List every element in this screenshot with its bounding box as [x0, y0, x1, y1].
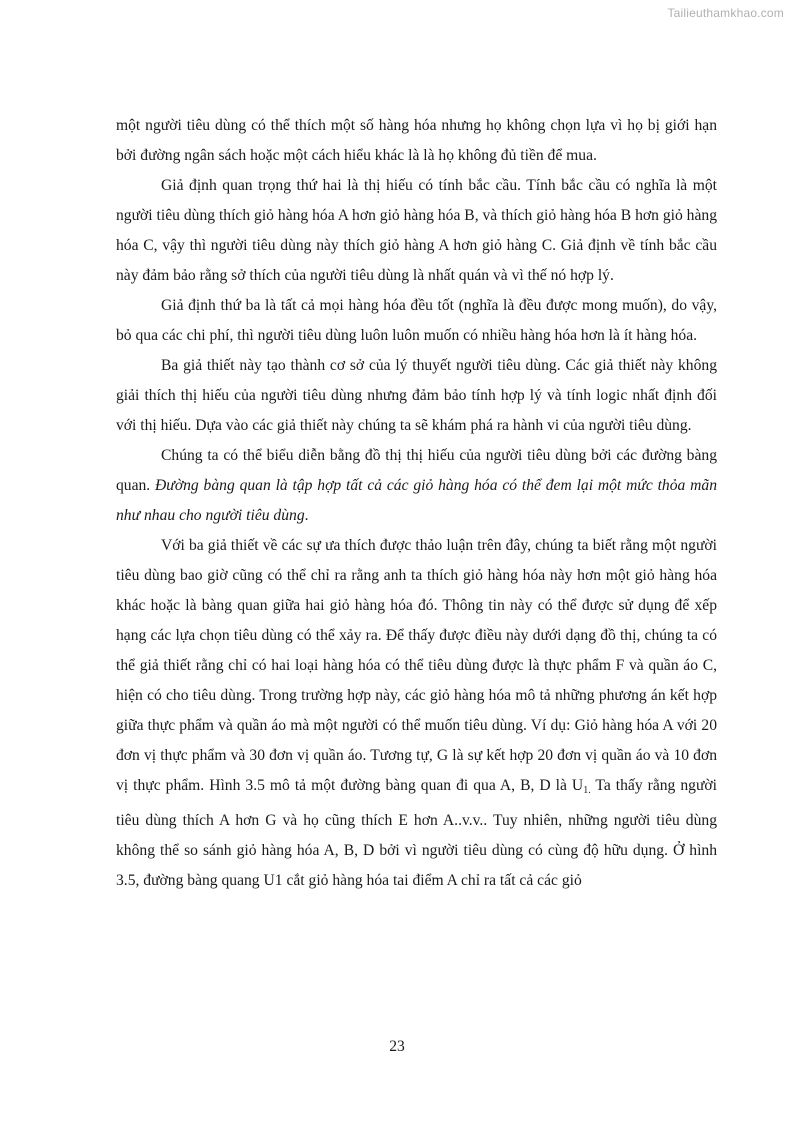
- paragraph-5-text: Chúng ta có thể biểu diễn bằng đồ thị thị hiếu của người tiêu dùng bởi các đường bàng quan.: [116, 447, 717, 494]
- watermark: Tailieuthamkhao.com: [667, 6, 784, 20]
- paragraph-5: [116, 441, 717, 531]
- u1-subscript: 1.: [583, 785, 591, 796]
- paragraph-3: Giả định thứ ba là tất cả mọi hàng hóa đều tốt (nghĩa là đều được mong muốn), do vậy, bỏ qua các chi phí, thì người tiêu dùng luôn luôn muốn có nhiều hàng hóa hơn là ít hàng hóa.: [116, 297, 717, 344]
- paragraph-1: một người tiêu dùng có thể thích một số hàng hóa nhưng họ không chọn lựa vì họ bị giới hạn bởi đường ngân sách hoặc một cách hiểu khác là là họ không đủ tiền để mua.: [116, 117, 717, 164]
- page-number: 23: [389, 1038, 405, 1055]
- paragraph-6: [116, 531, 717, 896]
- paragraph-4: Ba giả thiết này tạo thành cơ sở của lý thuyết người tiêu dùng. Các giả thiết này không giải thích thị hiếu của người tiêu dùng nhưng đảm bảo tính hợp lý và tính logic nhất định đối với thị hiếu. Dựa vào các giả thiết này chúng ta sẽ khám phá ra hành vi của người tiêu dùng.: [116, 357, 717, 434]
- document-body: [116, 111, 717, 896]
- paragraph-2: Giả định quan trọng thứ hai là thị hiếu có tính bắc cầu. Tính bắc cầu có nghĩa là một người tiêu dùng thích giỏ hàng hóa A hơn giỏ hàng hóa B, và thích giỏ hàng hóa B hơn giỏ hàng hóa C, vậy thì người tiêu dùng này thích giỏ hàng A hơn giỏ hàng C. Giả định về tính bắc cầu này đảm bảo rằng sở thích của người tiêu dùng là nhất quán và vì thế nó hợp lý.: [116, 177, 717, 284]
- paragraph-5-end: .: [304, 507, 309, 524]
- indifference-curve-definition: Đường bàng quan là tập hợp tất cả các giỏ hàng hóa có thể đem lại một mức thỏa mãn như nhau cho người tiêu dùng: [116, 477, 717, 524]
- paragraph-6-text: Với ba giả thiết về các sự ưa thích được thảo luận trên đây, chúng ta biết rằng một người tiêu dùng bao giờ cũng có thể chỉ ra rằng anh ta thích giỏ hàng hóa này hơn một giỏ hàng hóa khác hoặc là bàng quan giữa hai giỏ hàng hóa đó. Thông tin này có thể được sử dụng để xếp hạng các lựa chọn tiêu dùng có thể xảy ra. Để thấy được điều này dưới dạng đồ thị, chúng ta có thể giả thiết rằng chỉ có hai loại hàng hóa có thể tiêu dùng được là thực phẩm F và quần áo C, hiện có cho tiêu dùng. Trong trường hợp này, các giỏ hàng hóa mô tả những phương án kết hợp giữa thực phẩm và quần áo mà một người có thể muốn tiêu dùng. Ví dụ: Giỏ hàng hóa A với 20 đơn vị thực phẩm và 30 đơn vị quần áo. Tương tự, G là sự kết hợp 20 đơn vị quần áo và 10 đơn vị thực phẩm. Hình 3.5 mô tả một đường bàng quan đi qua A, B, D là U: [116, 537, 717, 794]
- paragraph-6-after: Ta thấy rằng người tiêu dùng thích A hơn G và họ cũng thích E hơn A..v.v.. Tuy nhiên, những người tiêu dùng không thể so sánh giỏ hàng hóa A, B, D bởi vì người tiêu dùng có cùng độ hữu dụng. Ở hình 3.5, đường bàng quang U1 cắt giỏ hàng hóa tai điểm A chỉ ra tất cả các giỏ: [116, 777, 717, 889]
